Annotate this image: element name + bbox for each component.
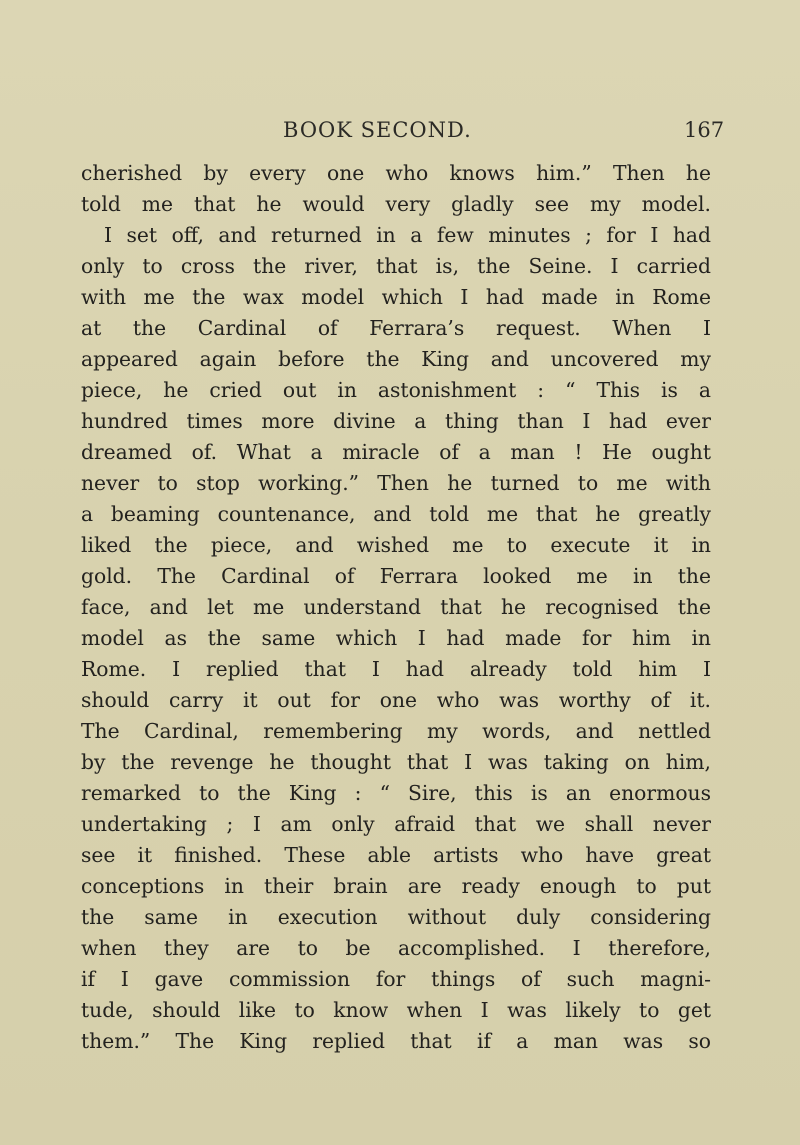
text-line: told me that he would very gladly see my model. <box>81 192 711 216</box>
text-line: gold. The Cardinal of Ferrara looked me in the <box>81 564 711 588</box>
page-number: 167 <box>684 118 725 142</box>
text-line: face, and let me understand that he recognised the <box>81 595 711 619</box>
text-line: never to stop working.” Then he turned to me with <box>81 471 711 495</box>
text-line: model as the same which I had made for him in <box>81 626 711 650</box>
text-line: cherished by every one who knows him.” Then he <box>81 161 711 185</box>
text-line: dreamed of. What a miracle of a man ! He ought <box>81 440 711 464</box>
text-line: at the Cardinal of Ferrara’s request. When I <box>81 316 711 340</box>
text-line: only to cross the river, that is, the Seine. I carried <box>81 254 711 278</box>
text-line: tude, should like to know when I was likely to get <box>81 998 711 1022</box>
text-line: when they are to be accomplished. I therefore, <box>81 936 711 960</box>
text-line: remarked to the King : “ Sire, this is an enormous <box>81 781 711 805</box>
text-line: hundred times more divine a thing than I had ever <box>81 409 711 433</box>
text-line: piece, he cried out in astonishment : “ This is a <box>81 378 711 402</box>
text-line: a beaming countenance, and told me that he greatly <box>81 502 711 526</box>
text-line: undertaking ; I am only afraid that we shall never <box>81 812 711 836</box>
text-line: with me the wax model which I had made in Rome <box>81 285 711 309</box>
text-line: if I gave commission for things of such magni- <box>81 967 711 991</box>
text-line: should carry it out for one who was worthy of it. <box>81 688 711 712</box>
text-line: see it finished. These able artists who have great <box>81 843 711 867</box>
text-line: conceptions in their brain are ready enough to put <box>81 874 711 898</box>
text-line: the same in execution without duly considering <box>81 905 711 929</box>
page-header <box>0 118 800 148</box>
running-head: BOOK SECOND. <box>283 118 472 142</box>
text-line: liked the piece, and wished me to execute it in <box>81 533 711 557</box>
text-line: them.” The King replied that if a man was so <box>81 1029 711 1053</box>
text-line: I set off, and returned in a few minutes ; for I had <box>104 223 711 247</box>
body-text <box>81 158 711 1057</box>
text-line: Rome. I replied that I had already told him I <box>81 657 711 681</box>
text-line: The Cardinal, remembering my words, and nettled <box>81 719 711 743</box>
text-line: by the revenge he thought that I was taking on him, <box>81 750 711 774</box>
text-line: appeared again before the King and uncovered my <box>81 347 711 371</box>
